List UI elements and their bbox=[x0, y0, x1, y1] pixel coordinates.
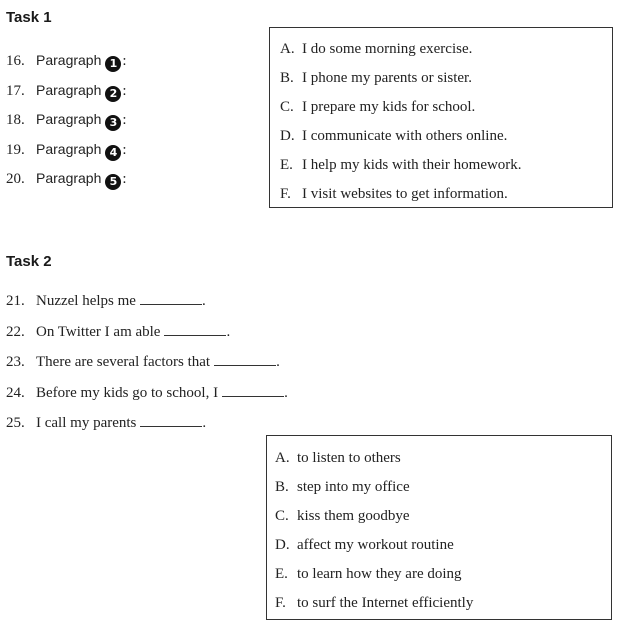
task1-title: Task 1 bbox=[6, 9, 52, 26]
circled-number-icon: 1 bbox=[105, 56, 121, 72]
answer-blank[interactable] bbox=[214, 353, 276, 366]
option-letter: E. bbox=[280, 157, 293, 173]
option-letter: D. bbox=[275, 537, 290, 553]
option-letter: C. bbox=[280, 99, 294, 115]
option-item bbox=[267, 531, 611, 560]
answer-blank[interactable] bbox=[164, 323, 226, 336]
option-item bbox=[270, 93, 612, 122]
option-item bbox=[270, 151, 612, 180]
option-letter: B. bbox=[280, 70, 294, 86]
colon: : bbox=[122, 171, 127, 187]
question-text: There are several factors that bbox=[36, 354, 211, 370]
question-number: 22. bbox=[6, 323, 25, 340]
question-end: . bbox=[202, 415, 207, 431]
option-item bbox=[267, 473, 611, 502]
question-text: Before my kids go to school, I bbox=[36, 384, 219, 401]
question-label: Paragraph bbox=[36, 81, 102, 98]
option-item bbox=[270, 122, 612, 151]
task1-question bbox=[6, 107, 127, 137]
option-item bbox=[270, 35, 612, 64]
task1-options-box bbox=[269, 27, 613, 208]
question-number: 24. bbox=[6, 384, 25, 401]
task2-options-box bbox=[266, 435, 612, 620]
task2-question bbox=[6, 289, 288, 320]
task2-question bbox=[6, 350, 288, 381]
option-text: I phone my parents or sister. bbox=[302, 70, 472, 86]
question-text: I call my parents bbox=[36, 415, 137, 431]
task1-question bbox=[6, 137, 127, 167]
question-number: 25. bbox=[6, 415, 25, 431]
option-item bbox=[267, 589, 611, 618]
task1-question bbox=[6, 166, 127, 196]
option-text: I visit websites to get information. bbox=[302, 186, 508, 202]
task2-question bbox=[6, 381, 288, 412]
option-text: affect my workout routine bbox=[297, 537, 454, 553]
option-letter: D. bbox=[280, 128, 295, 144]
option-text: I communicate with others online. bbox=[302, 128, 508, 144]
option-item bbox=[267, 444, 611, 473]
option-letter: A. bbox=[275, 450, 290, 466]
colon: : bbox=[122, 112, 127, 128]
question-end: . bbox=[284, 384, 288, 401]
colon: : bbox=[122, 82, 127, 99]
question-number: 23. bbox=[6, 354, 25, 370]
question-text: Nuzzel helps me bbox=[36, 293, 136, 309]
option-text: I help my kids with their homework. bbox=[302, 157, 522, 173]
answer-blank[interactable] bbox=[222, 384, 284, 397]
option-item bbox=[267, 502, 611, 531]
circled-number-icon: 4 bbox=[105, 145, 121, 161]
circled-number-icon: 5 bbox=[105, 174, 121, 190]
task1-question bbox=[6, 78, 127, 108]
question-end: . bbox=[226, 323, 231, 340]
option-text: to learn how they are doing bbox=[297, 566, 462, 582]
question-end: . bbox=[276, 354, 280, 370]
option-text: to listen to others bbox=[297, 450, 401, 466]
colon: : bbox=[122, 53, 127, 69]
option-text: I do some morning exercise. bbox=[302, 41, 473, 57]
question-number: 17. bbox=[6, 82, 25, 99]
option-letter: A. bbox=[280, 41, 295, 57]
question-number: 21. bbox=[6, 293, 25, 309]
option-letter: F. bbox=[275, 595, 286, 611]
option-text: to surf the Internet efficiently bbox=[297, 595, 474, 611]
task1-question-list bbox=[6, 48, 127, 196]
option-letter: C. bbox=[275, 508, 289, 524]
colon: : bbox=[122, 141, 127, 158]
option-text: step into my office bbox=[297, 479, 410, 495]
question-number: 19. bbox=[6, 141, 25, 158]
question-label: Paragraph bbox=[36, 111, 102, 127]
question-label: Paragraph bbox=[36, 140, 102, 157]
option-letter: E. bbox=[275, 566, 288, 582]
task2-question-list bbox=[6, 289, 288, 442]
question-label: Paragraph bbox=[36, 52, 102, 68]
answer-blank[interactable] bbox=[140, 414, 202, 427]
option-item bbox=[270, 64, 612, 93]
option-letter: B. bbox=[275, 479, 289, 495]
circled-number-icon: 2 bbox=[105, 86, 121, 102]
option-item bbox=[270, 180, 612, 209]
option-text: kiss them goodbye bbox=[297, 508, 410, 524]
question-end: . bbox=[201, 293, 206, 309]
task2-question bbox=[6, 320, 288, 351]
task1-question bbox=[6, 48, 127, 78]
circled-number-icon: 3 bbox=[105, 115, 121, 131]
task2-title: Task 2 bbox=[6, 253, 52, 270]
question-text: On Twitter I am able bbox=[36, 323, 161, 340]
option-text: I prepare my kids for school. bbox=[302, 99, 476, 115]
option-item bbox=[267, 560, 611, 589]
answer-blank[interactable] bbox=[140, 292, 202, 305]
question-number: 18. bbox=[6, 112, 25, 128]
task2-question bbox=[6, 411, 288, 442]
option-letter: F. bbox=[280, 186, 291, 202]
question-label: Paragraph bbox=[36, 170, 102, 186]
question-number: 20. bbox=[6, 171, 25, 187]
question-number: 16. bbox=[6, 53, 25, 69]
